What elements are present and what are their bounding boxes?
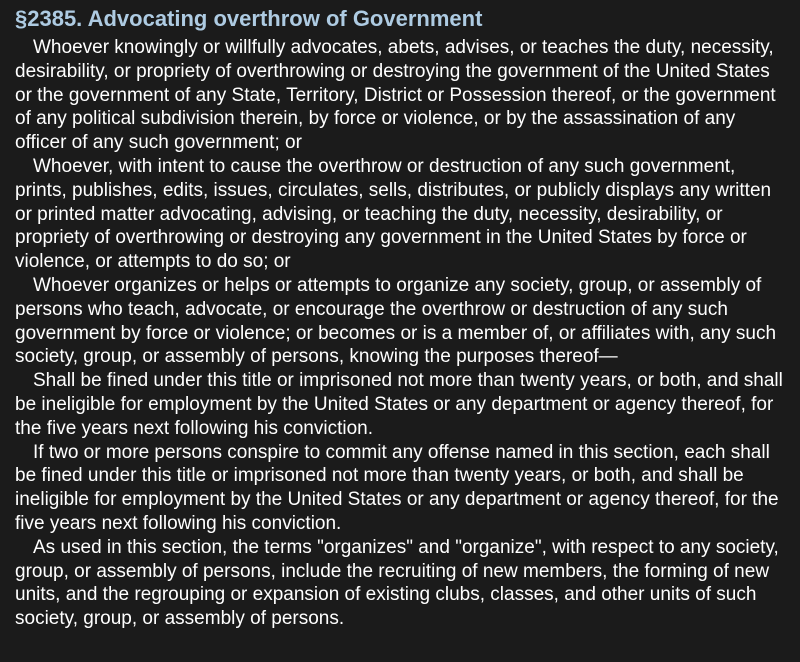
paragraph-2: Whoever, with intent to cause the overthrow or destruction of any such government, prints, publishes, edits, issues, circulates, sells, distributes, or publicly displays any written or printed matter advocating, advising, or teaching the duty, necessity, desirability, or propriety of overthrowing or destroying any government in the United States by force or violence, or attempts to do so; or xyxy=(15,155,772,273)
paragraph-5: If two or more persons conspire to commit any offense named in this section, each shall be fined under this title or imprisoned not more than twenty years, or both, and shall be ineligible for employment by the United States or any department or agency thereof, for the five years next following his conviction. xyxy=(15,441,779,534)
paragraph-6: As used in this section, the terms "organizes" and "organize", with respect to any society, group, or assembly of persons, include the recruiting of new members, the forming of new units, and the regrouping or expansion of existing clubs, classes, and other units of such society, group, or assembly of persons. xyxy=(15,536,779,630)
paragraph-3: Whoever organizes or helps or attempts to organize any society, group, or assembly of persons who teach, advocate, or encourage the overthrow or destruction of any such government by force or violence; or becomes or is a member of, or affiliates with, any such society, group, or assembly of persons, knowing the purposes thereof— xyxy=(15,274,777,368)
paragraph-1: Whoever knowingly or willfully advocates, abets, advises, or teaches the duty, necessity, desirability, or propriety of overthrowing or destroying the government of the United States or the government of any State, Territory, District or Possession thereof, or the government of any political subdivision therein, by force or violence, or by the assassination of any officer of any such government; or xyxy=(15,37,776,154)
paragraph-4: Shall be fined under this title or imprisoned not more than twenty years, or both, and shall be ineligible for employment by the United States or any department or agency thereof, for the five years next following his conviction. xyxy=(15,370,783,439)
section-title: §2385. Advocating overthrow of Government xyxy=(15,6,483,31)
